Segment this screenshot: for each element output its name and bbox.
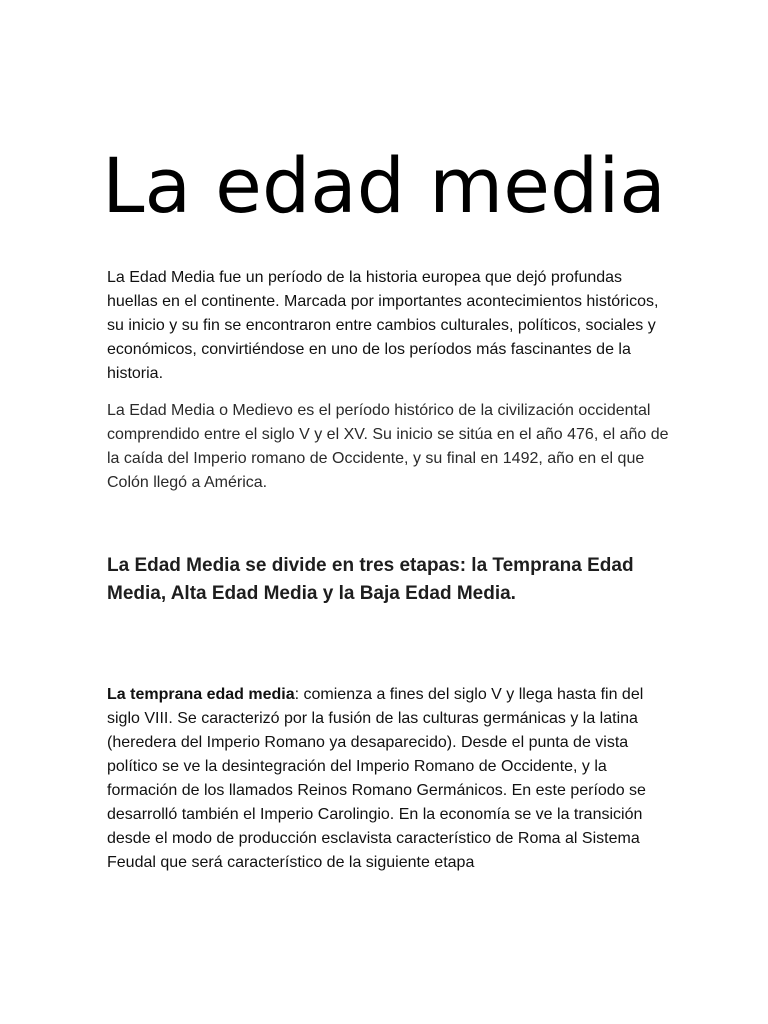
early-middle-ages-paragraph xyxy=(107,683,677,875)
stages-heading: La Edad Media se divide en tres etapas: la Temprana Edad Media, Alta Edad Media y la Baja Edad Media. xyxy=(107,555,634,604)
early-middle-ages-term: La temprana edad media xyxy=(107,686,295,703)
early-middle-ages-description: : comienza a fines del siglo V y llega hasta fin del siglo VIII. Se caracterizó por la fusión de las culturas germánicas y la latina (heredera del Imperio Romano ya desaparecido). Desde el punta de vista político se ve la desintegración del Imperio Romano de Occidente, y la formación de los llamados Reinos Romano Germánicos. En este período se desarrolló también el Imperio Carolingio. En la economía se ve la transición desde el modo de producción esclavista característico de Roma al Sistema Feudal que será característico de la siguiente etapa xyxy=(107,686,646,871)
page-title: La edad media xyxy=(102,141,666,230)
intro-paragraph: La Edad Media fue un período de la historia europea que dejó profundas huellas en el continente. Marcada por importantes acontecimientos históricos, su inicio y su fin se encontraron entre cambios culturales, políticos, sociales y económicos, convirtiéndose en uno de los períodos más fascinantes de la historia. xyxy=(107,269,659,382)
definition-paragraph: La Edad Media o Medievo es el período histórico de la civilización occidental comprendido entre el siglo V y el XV. Su inicio se sitúa en el año 476, el año de la caída del Imperio romano de Occidente, y su final en 1492, año en el que Colón llegó a América. xyxy=(107,402,669,491)
